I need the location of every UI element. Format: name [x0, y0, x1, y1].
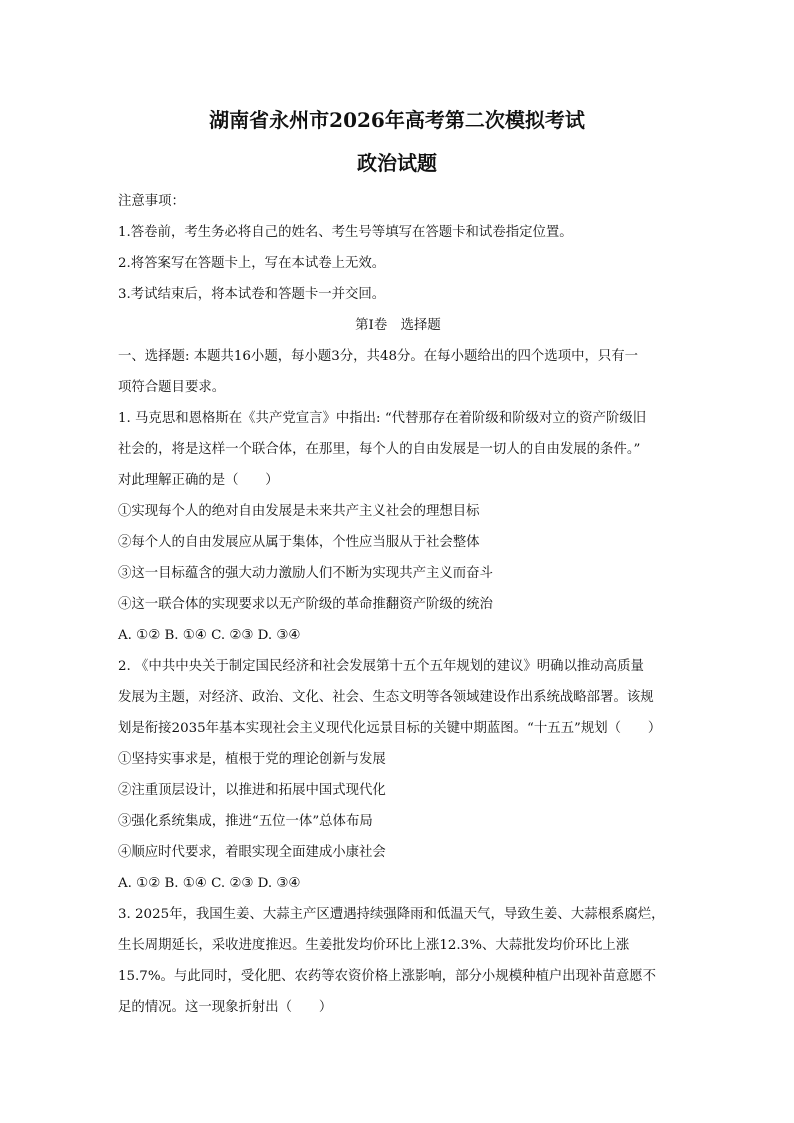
question-stem-line: 2. 《中共中央关于制定国民经济和社会发展第十五个五年规划的建议》明确以推动高质量 — [118, 659, 644, 674]
statement: ④这一联合体的实现要求以无产阶级的革命推翻资产阶级的统治 — [118, 597, 493, 612]
notice-item: 2.将答案写在答题卡上，写在本试卷上无效。 — [118, 256, 386, 271]
question-stem-line: 对此理解正确的是（ ） — [118, 473, 279, 488]
notice-heading: 注意事项： — [118, 194, 185, 209]
exam-body — [118, 186, 678, 1023]
statement: ①坚持实事求是，植根于党的理论创新与发展 — [118, 752, 386, 767]
question-stem-line: 生长周期延长，采收进度推迟。生姜批发均价环比上涨12.3%、大蒜批发均价环比上涨 — [118, 938, 630, 953]
statement: ③强化系统集成，推进“五位一体”总体布局 — [118, 814, 373, 829]
notice-item: 3.考试结束后，将本试卷和答题卡一并交回。 — [118, 287, 386, 302]
answer-options: A. ①② B. ①④ C. ②③ D. ③④ — [118, 628, 301, 643]
question-stem-line: 足的情况。这一现象折射出（ ） — [118, 1000, 333, 1015]
answer-options: A. ①② B. ①④ C. ②③ D. ③④ — [118, 876, 301, 891]
question-stem-line: 发展为主题，对经济、政治、文化、社会、生态文明等各领域建设作出系统战略部署。该规 — [118, 690, 654, 705]
statement: ①实现每个人的绝对自由发展是未来共产主义社会的理想目标 — [118, 504, 480, 519]
question-stem-line: 3. 2025年，我国生姜、大蒜主产区遭遇持续强降雨和低温天气，导致生姜、大蒜根系腐烂， — [118, 907, 665, 922]
exam-subtitle: 政治试题 — [357, 151, 437, 175]
section-instruction: 一、选择题: 本题共16小题，每小题3分，共48分。在每小题给出的四个选项中，只有一 — [118, 349, 639, 364]
question-stem-line: 划是衔接2035年基本实现社会主义现代化远景目标的关键中期蓝图。“十五五”规划（ ） — [118, 721, 662, 736]
question-2 — [118, 651, 678, 899]
question-3 — [118, 899, 678, 1023]
question-stem-line: 1. 马克思和恩格斯在《共产党宣言》中指出: “代替那存在着阶级和阶级对立的资产阶级旧 — [118, 411, 647, 426]
question-stem-line: 15.7%。与此同时，受化肥、农药等农资价格上涨影响，部分小规模种植户出现补苗意愿不 — [118, 969, 656, 984]
statement: ②每个人的自由发展应从属于集体，个性应当服从于社会整体 — [118, 535, 480, 550]
question-1 — [118, 403, 678, 651]
section-title: 第I卷 选择题 — [355, 318, 441, 333]
statement: ②注重顶层设计，以推进和拓展中国式现代化 — [118, 783, 386, 798]
exam-title: 湖南省永州市2026年高考第二次模拟考试 — [209, 108, 585, 132]
notice-item: 1.答卷前，考生务必将自己的姓名、考生号等填写在答题卡和试卷指定位置。 — [118, 225, 573, 240]
statement: ④顺应时代要求，着眼实现全面建成小康社会 — [118, 845, 386, 860]
question-stem-line: 社会的，将是这样一个联合体，在那里，每个人的自由发展是一切人的自由发展的条件。” — [118, 442, 641, 457]
section-instruction: 项符合题目要求。 — [118, 380, 226, 395]
statement: ③这一目标蕴含的强大动力激励人们不断为实现共产主义而奋斗 — [118, 566, 493, 581]
